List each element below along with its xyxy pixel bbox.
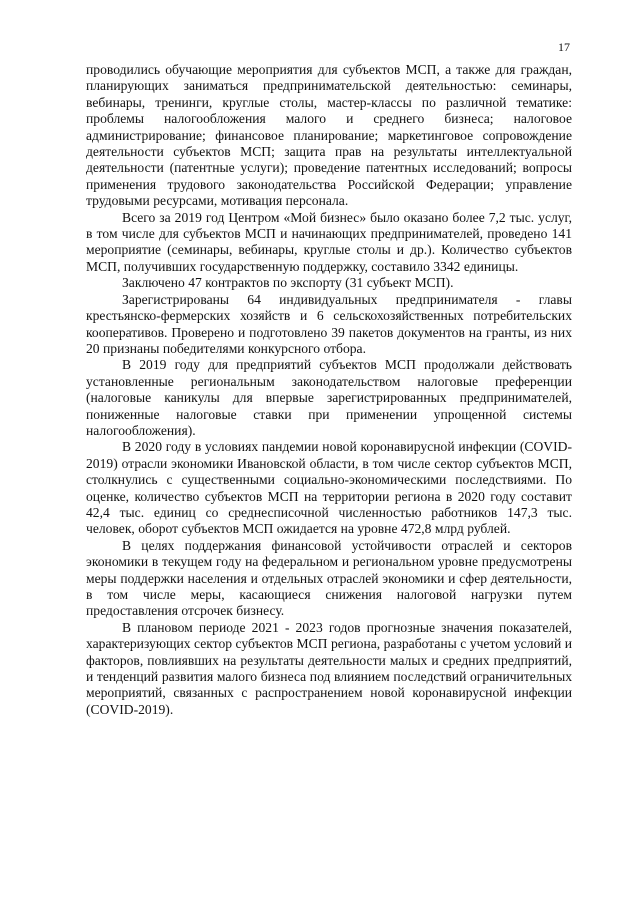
paragraph-support-measures: В целях поддержания финансовой устойчивости отраслей и секторов экономики в текущем году на федеральном и региональном уровне предусмотрены меры поддержки населения и отдельных отраслей экономики и сфер деятельности, в том числе меры, касающиеся снижения налоговой нагрузки путем предоставления отсрочек бизнесу. bbox=[86, 537, 572, 619]
paragraph-export-contracts: Заключено 47 контрактов по экспорту (31 субъект МСП). bbox=[122, 275, 454, 291]
paragraph-center-services: Всего за 2019 год Центром «Мой бизнес» было оказано более 7,2 тыс. услуг, в том числе для субъектов МСП и начинающих предпринимателей, проведено 141 мероприятие (семинары, вебинары, круглые столы и др.). Количество субъектов МСП, получивших государственную поддержку, составило 3342 единицы. bbox=[86, 209, 572, 274]
page-number: 17 bbox=[558, 40, 570, 54]
paragraph-training-events: проводились обучающие мероприятия для субъектов МСП, а также для граждан, планирующих заниматься предпринимательской деятельностью: семинары, вебинары, тренинги, круглые столы, мастер-классы по различной тематике: проблемы налогообложения малого и среднего бизнеса; налоговое администрирование; финансовое планирование; маркетинговое сопровождение деятельности субъектов МСП; защита прав на результаты интеллектуальной деятельности (патентные услуги); проведение патентных исследований; вопросы применения трудового законодательства Российской Федерации; управление трудовыми ресурсами, мотивация персонала. bbox=[86, 62, 572, 209]
document-body bbox=[86, 62, 572, 718]
paragraph-farm-registrations: Зарегистрированы 64 индивидуальных предпринимателя - главы крестьянско-фермерских хозяйств и 6 сельскохозяйственных потребительских кооперативов. Проверено и подготовлено 39 пакетов документов на гранты, из них 20 признаны победителями конкурсного отбора. bbox=[86, 291, 572, 356]
paragraph-pandemic-impact: В 2020 году в условиях пандемии новой коронавирусной инфекции (COVID-2019) отрасли экономики Ивановской области, в том числе сектор субъектов МСП, столкнулись с существенными социально-экономическими последствиями. По оценке, количество субъектов МСП на территории региона в 2020 году составит 42,4 тыс. единиц со среднесписочной численностью работников 147,3 тыс. человек, оборот субъектов МСП ожидается на уровне 472,8 млрд рублей. bbox=[86, 439, 572, 537]
paragraph-tax-preferences: В 2019 году для предприятий субъектов МСП продолжали действовать установленные региональным законодательством налоговые преференции (налоговые каникулы для впервые зарегистрированных предпринимателей, пониженные налоговые ставки при применении упрощенной системы налогообложения). bbox=[86, 357, 572, 438]
paragraph-forecast-period: В плановом периоде 2021 - 2023 годов прогнозные значения показателей, характеризующих сектор субъектов МСП региона, разработаны с учетом условий и факторов, повлиявших на результаты деятельности малых и средних предприятий, и тенденций развития малого бизнеса под влиянием последствий ограничительных мероприятий, связанных с распространением новой коронавирусной инфекции (COVID-2019). bbox=[86, 619, 572, 717]
